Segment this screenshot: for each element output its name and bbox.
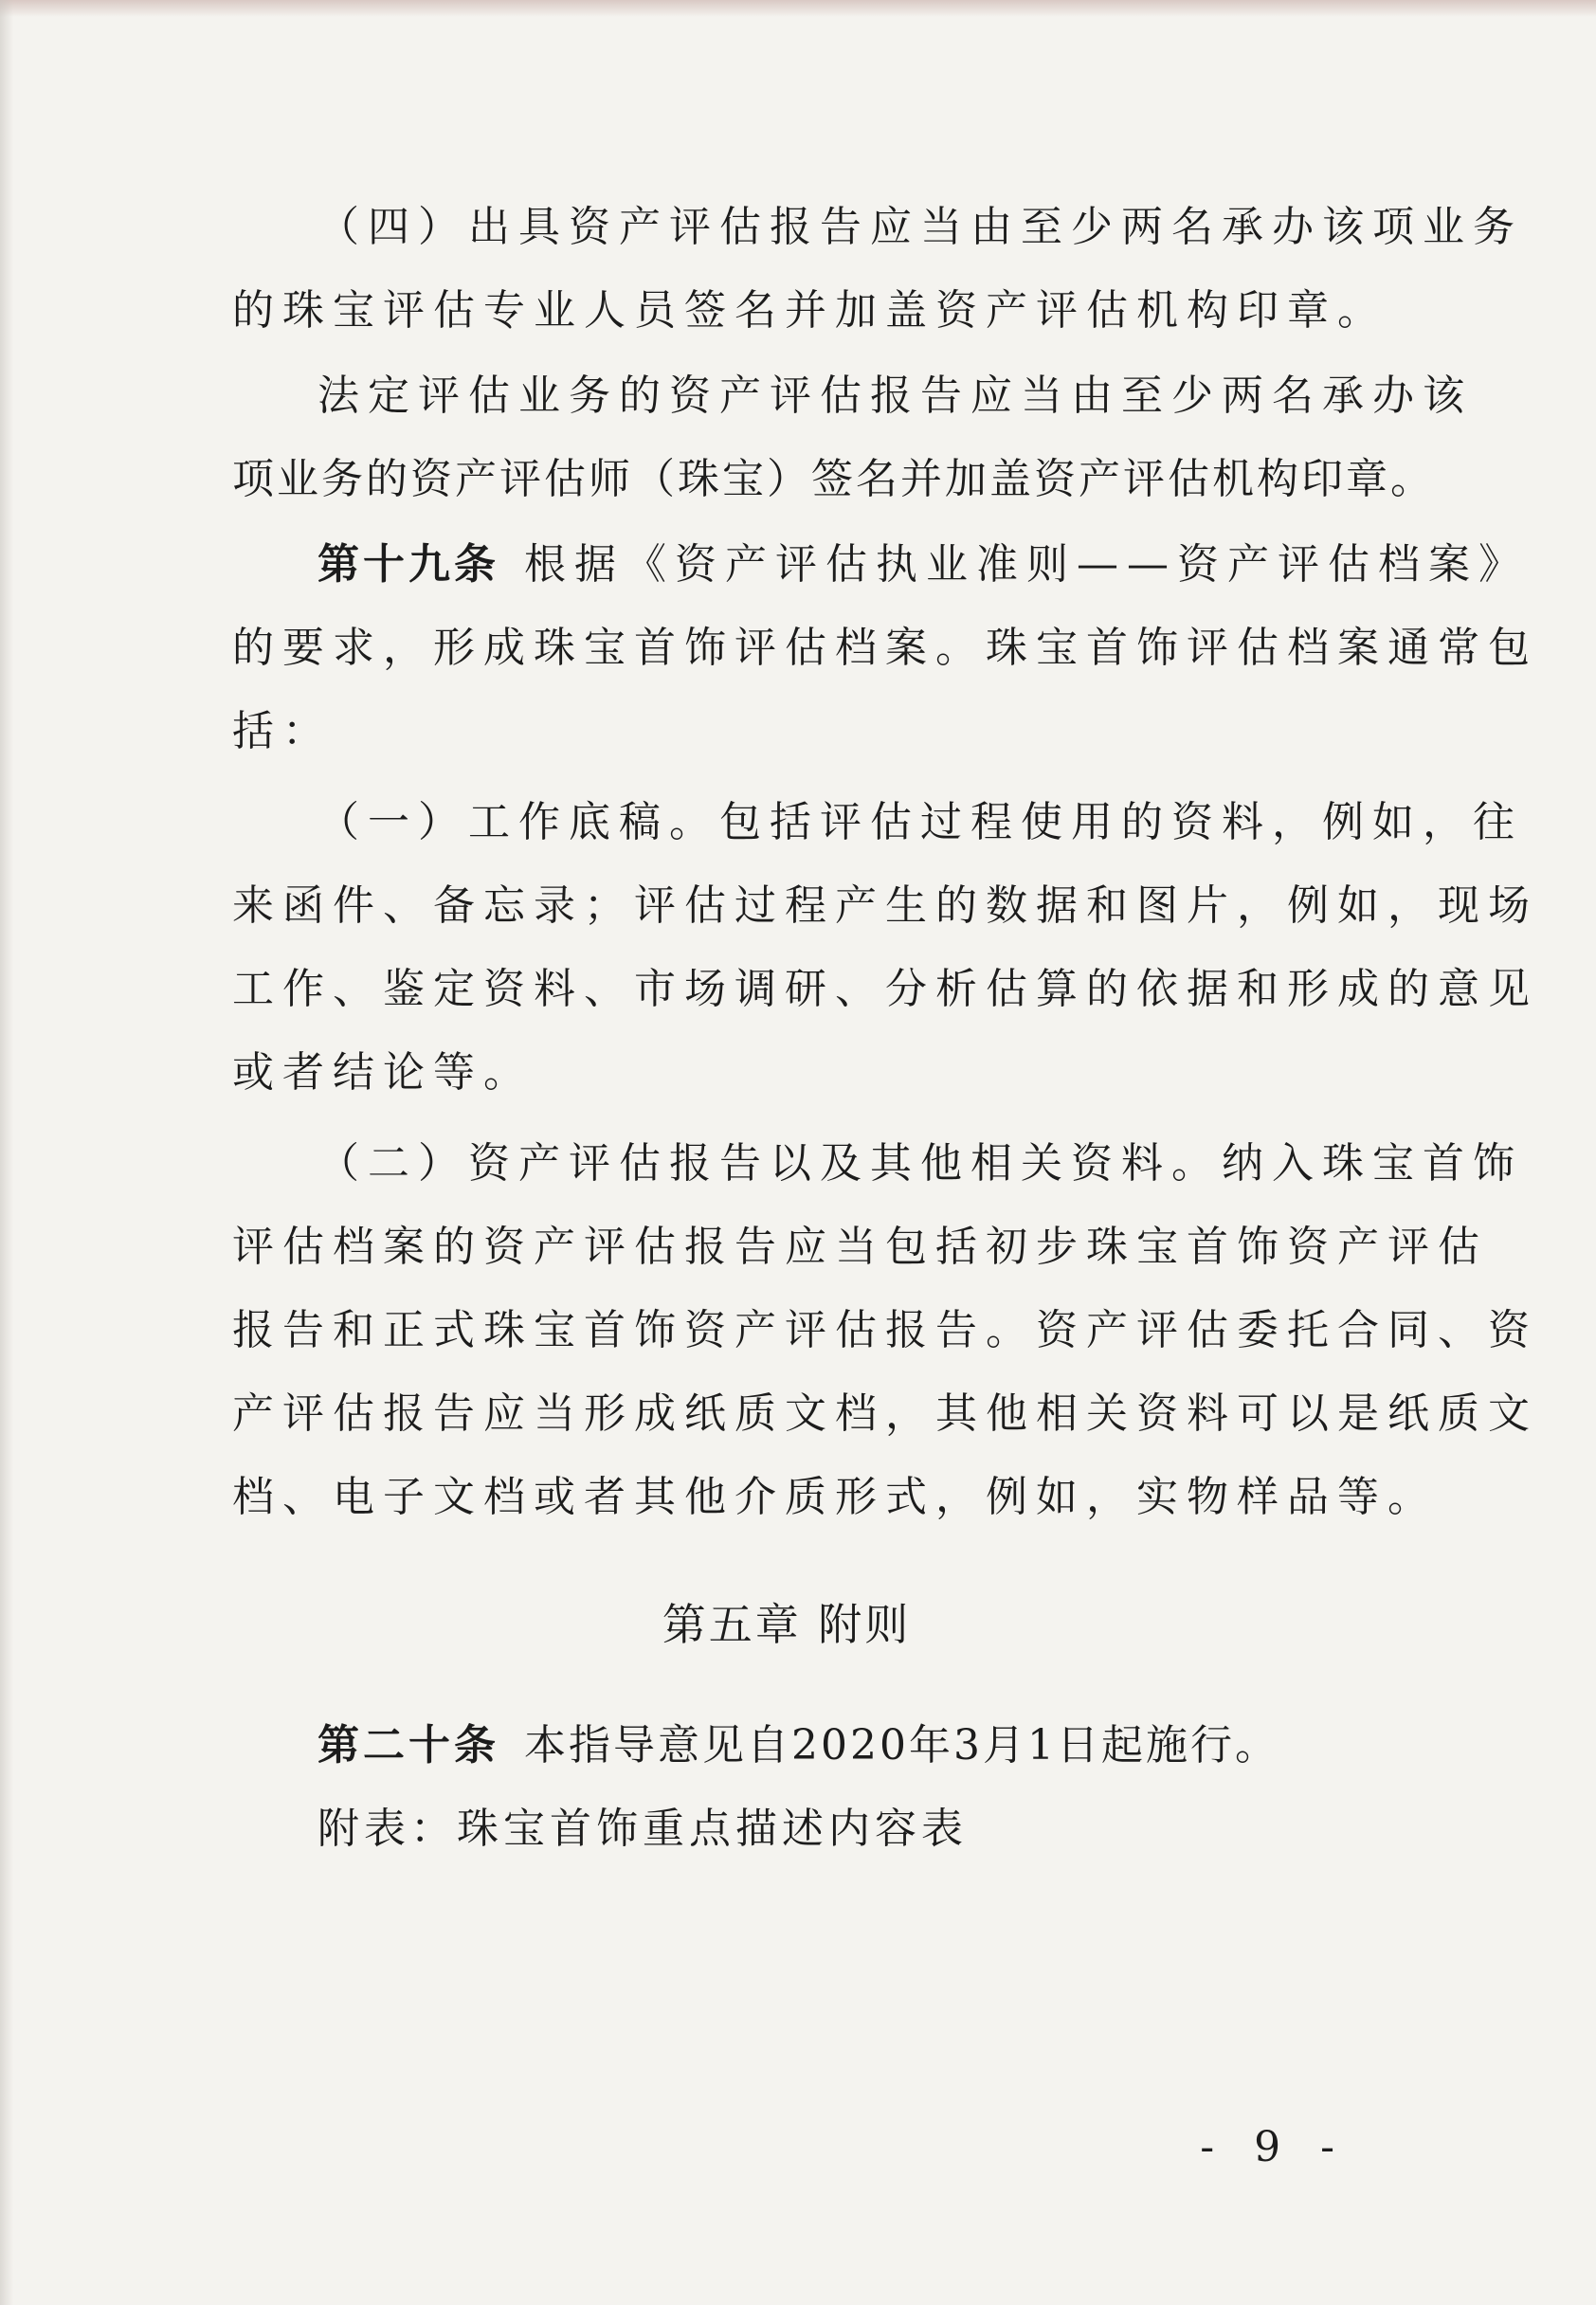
paragraph-line: 报告和正式珠宝首饰资产评估报告。资产评估委托合同、资 bbox=[232, 1306, 1538, 1354]
paragraph-line: 工作、鉴定资料、市场调研、分析估算的依据和形成的意见 bbox=[232, 965, 1538, 1013]
paragraph-line: 法定评估业务的资产评估报告应当由至少两名承办该 bbox=[317, 372, 1473, 420]
article-19-text: 根据《资产评估执业准则——资产评估档案》 bbox=[524, 540, 1529, 589]
document-body bbox=[232, 0, 1538, 2305]
appendix-line: 附表：珠宝首饰重点描述内容表 bbox=[317, 1805, 968, 1853]
article-20-title: 第二十条 bbox=[317, 1721, 499, 1770]
paragraph-line: 的珠宝评估专业人员签名并加盖资产评估机构印章。 bbox=[232, 286, 1387, 335]
page-number: - 9 - bbox=[1200, 2123, 1348, 2171]
paragraph-line: 档、电子文档或者其他介质形式，例如，实物样品等。 bbox=[232, 1473, 1438, 1521]
paragraph-line: 来函件、备忘录；评估过程产生的数据和图片，例如，现场 bbox=[232, 881, 1538, 930]
paragraph-line: （二）资产评估报告以及其他相关资料。纳入珠宝首饰 bbox=[317, 1139, 1523, 1188]
paragraph-line: 产评估报告应当形成纸质文档，其他相关资料可以是纸质文 bbox=[232, 1389, 1538, 1438]
article-19-title: 第十九条 bbox=[317, 540, 499, 589]
paragraph-line: 评估档案的资产评估报告应当包括初步珠宝首饰资产评估 bbox=[232, 1223, 1488, 1271]
chapter-title: 第五章 附则 bbox=[662, 1599, 912, 1650]
paragraph-line: 的要求，形成珠宝首饰评估档案。珠宝首饰评估档案通常包 bbox=[232, 624, 1538, 672]
paragraph-line: 项业务的资产评估师（珠宝）签名并加盖资产评估机构印章。 bbox=[232, 455, 1435, 503]
article-20-text: 本指导意见自2020年3月1日起施行。 bbox=[524, 1721, 1279, 1770]
paragraph-line: 括： bbox=[232, 707, 333, 755]
article-19-first-line bbox=[317, 536, 1529, 593]
page-left-edge bbox=[0, 0, 13, 2305]
paragraph-line: 或者结论等。 bbox=[232, 1048, 534, 1097]
article-20-line bbox=[317, 1717, 1279, 1774]
paragraph-line: （四）出具资产评估报告应当由至少两名承办该项业务 bbox=[317, 203, 1523, 251]
paragraph-line: （一）工作底稿。包括评估过程使用的资料，例如，往 bbox=[317, 798, 1523, 846]
